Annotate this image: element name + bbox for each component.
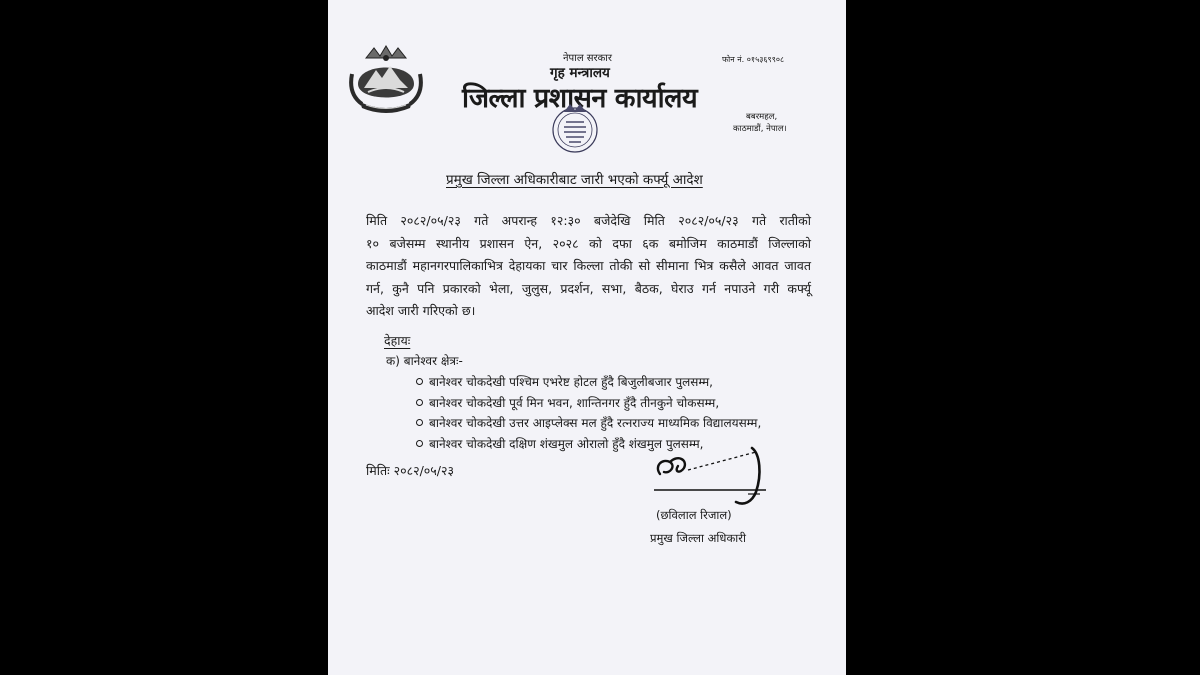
boundary-text: बानेश्वर चोकदेखी दक्षिण शंखमुल ओरालो हुँदै शंखमुल पुलसम्म, bbox=[429, 436, 704, 451]
bullet-icon bbox=[416, 378, 423, 385]
list-item bbox=[416, 393, 761, 414]
letter-page bbox=[328, 0, 846, 675]
boundary-text: बानेश्वर चोकदेखी उत्तर आइप्लेक्स मल हुँदै रत्नराज्य माध्यमिक विद्यालयसम्म, bbox=[429, 416, 762, 430]
office-round-seal-icon bbox=[550, 100, 600, 156]
body-line: काठमाडौं महानगरपालिकाभित्र देहायका चार किल्ला तोकी सो सीमाना भित्र कसैले आवत जावत bbox=[366, 258, 811, 273]
address-line-2: काठमाडौं, नेपाल। bbox=[733, 124, 787, 134]
boundary-text: बानेश्वर चोकदेखी पश्चिम एभरेष्ट होटल हुँदै बिजुलीबजार पुलसम्म, bbox=[429, 375, 713, 389]
body-line: आदेश जारी गरिएको छ। bbox=[366, 303, 476, 318]
bullet-icon bbox=[416, 419, 423, 426]
signatory-title: प्रमुख जिल्ला अधिकारी bbox=[650, 531, 746, 545]
notice-heading: प्रमुख जिल्ला अधिकारीबाट जारी भएको कर्फ्यू आदेश bbox=[446, 172, 703, 188]
body-line: गर्न, कुनै पनि प्रकारको भेला, जुलुस, प्रदर्शन, सभा, बैठक, घेराउ गर्न नपाउने गरी कर्फ्यू bbox=[366, 280, 811, 296]
ministry-name: गृह मन्त्रालय bbox=[550, 65, 610, 81]
notice-date: मितिः २०८२/०५/२३ bbox=[366, 463, 454, 478]
boundary-text: बानेश्वर चोकदेखी पूर्व मिन भवन, शान्तिनगर हुँदै तीनकुने चोकसम्म, bbox=[429, 395, 720, 410]
nepal-government-emblem-icon bbox=[348, 44, 424, 114]
bullet-icon bbox=[416, 440, 423, 447]
address-line-1: बबरमहल, bbox=[746, 112, 778, 122]
body-line: १० बजेसम्म स्थानीय प्रशासन ऐन, २०२८ को दफा ६क बमोजिम काठमाडौं जिल्लाको bbox=[366, 235, 811, 251]
list-item bbox=[416, 372, 761, 393]
list-item bbox=[416, 413, 761, 434]
boundary-list bbox=[416, 372, 761, 454]
area-label: क) बानेश्वर क्षेत्रः- bbox=[386, 354, 463, 368]
body-line: मिति २०८२/०५/२३ गते अपरान्ह १२:३० बजेदेखि मिति २०८२/०५/२३ गते रातीको bbox=[366, 213, 811, 228]
notice-body bbox=[366, 210, 811, 323]
office-name: जिल्ला प्रशासन कार्यालय bbox=[462, 83, 698, 114]
bullet-icon bbox=[416, 399, 423, 406]
dehay-label: देहायः bbox=[384, 333, 411, 348]
handwritten-signature-icon bbox=[648, 444, 778, 512]
phone-number: फोन नं. ०१५३६९९०८ bbox=[722, 55, 785, 64]
government-name: नेपाल सरकार bbox=[563, 53, 612, 64]
signatory-name: (छविलाल रिजाल) bbox=[656, 508, 732, 522]
